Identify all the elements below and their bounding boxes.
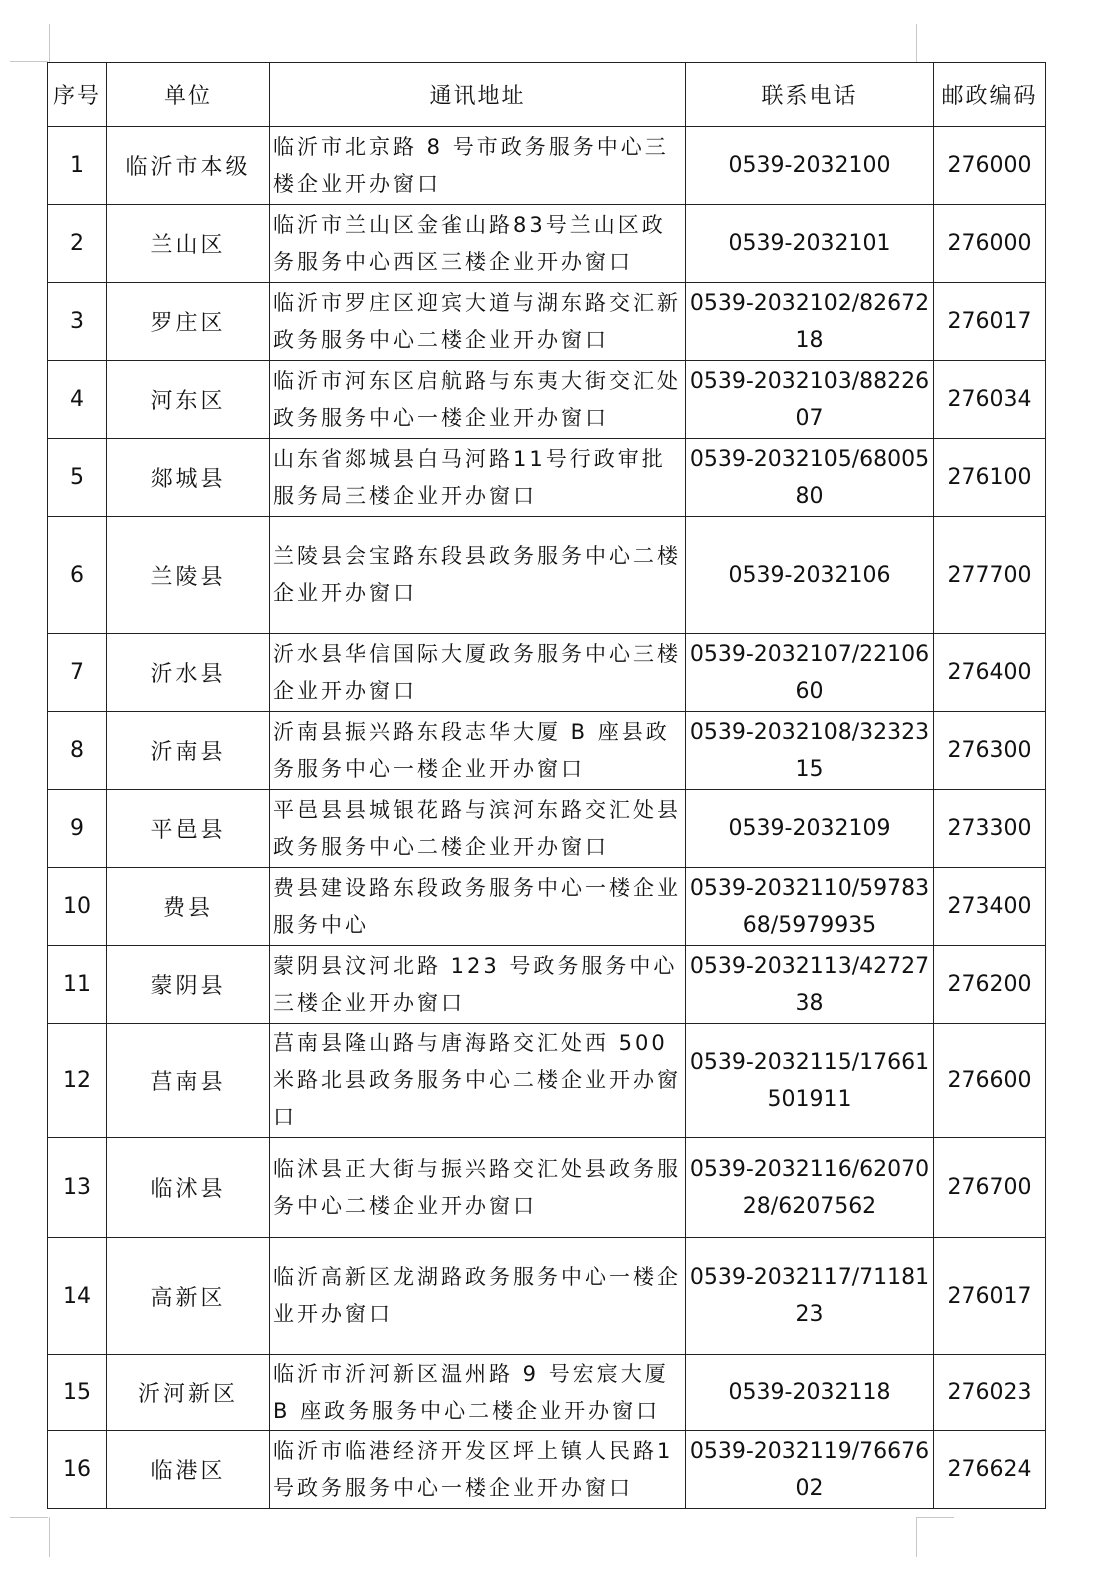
row-phone: 0539-2032105/6800580	[686, 439, 934, 517]
header-phone: 联系电话	[686, 63, 934, 127]
table-row	[48, 790, 1046, 868]
row-unit: 临沂市本级	[107, 127, 270, 205]
row-address: 费县建设路东段政务服务中心一楼企业服务中心	[270, 868, 686, 946]
row-phone: 0539-2032101	[686, 205, 934, 283]
row-unit: 蒙阴县	[107, 946, 270, 1024]
row-no: 9	[48, 790, 107, 868]
row-postcode: 276624	[934, 1431, 1046, 1509]
row-phone: 0539-2032109	[686, 790, 934, 868]
row-postcode: 276034	[934, 361, 1046, 439]
row-postcode: 276200	[934, 946, 1046, 1024]
crop-mark-bottom-left-h	[10, 1517, 48, 1518]
contact-table	[47, 62, 1046, 1509]
table-row	[48, 205, 1046, 283]
row-no: 14	[48, 1238, 107, 1355]
table-row	[48, 1431, 1046, 1509]
table-header-row	[48, 63, 1046, 127]
row-unit: 兰陵县	[107, 517, 270, 634]
row-unit: 高新区	[107, 1238, 270, 1355]
row-phone: 0539-2032117/7118123	[686, 1238, 934, 1355]
row-unit: 河东区	[107, 361, 270, 439]
row-phone: 0539-2032113/4272738	[686, 946, 934, 1024]
row-postcode: 276000	[934, 205, 1046, 283]
table-row	[48, 1138, 1046, 1238]
header-no: 序号	[48, 63, 107, 127]
row-postcode: 276400	[934, 634, 1046, 712]
row-unit: 临港区	[107, 1431, 270, 1509]
row-address: 沂水县华信国际大厦政务服务中心三楼企业开办窗口	[270, 634, 686, 712]
table-row	[48, 283, 1046, 361]
row-address: 临沂市罗庄区迎宾大道与湖东路交汇新政务服务中心二楼企业开办窗口	[270, 283, 686, 361]
row-no: 7	[48, 634, 107, 712]
row-address: 临沂市北京路 8 号市政务服务中心三楼企业开办窗口	[270, 127, 686, 205]
row-no: 13	[48, 1138, 107, 1238]
row-unit: 费县	[107, 868, 270, 946]
row-phone: 0539-2032107/2210660	[686, 634, 934, 712]
row-no: 8	[48, 712, 107, 790]
row-phone: 0539-2032115/17661501911	[686, 1024, 934, 1138]
row-address: 山东省郯城县白马河路11号行政审批服务局三楼企业开办窗口	[270, 439, 686, 517]
table-row	[48, 1024, 1046, 1138]
row-address: 莒南县隆山路与唐海路交汇处西 500米路北县政务服务中心二楼企业开办窗口	[270, 1024, 686, 1138]
row-postcode: 276100	[934, 439, 1046, 517]
row-phone: 0539-2032106	[686, 517, 934, 634]
crop-mark-top-left-h	[10, 61, 48, 62]
row-phone: 0539-2032119/7667602	[686, 1431, 934, 1509]
table-row	[48, 634, 1046, 712]
row-phone: 0539-2032116/6207028/6207562	[686, 1138, 934, 1238]
row-phone: 0539-2032118	[686, 1355, 934, 1431]
row-unit: 沂南县	[107, 712, 270, 790]
row-phone: 0539-2032103/8822607	[686, 361, 934, 439]
row-no: 15	[48, 1355, 107, 1431]
row-unit: 罗庄区	[107, 283, 270, 361]
row-phone: 0539-2032110/5978368/5979935	[686, 868, 934, 946]
row-no: 4	[48, 361, 107, 439]
row-no: 5	[48, 439, 107, 517]
row-unit: 莒南县	[107, 1024, 270, 1138]
table-row	[48, 868, 1046, 946]
row-no: 16	[48, 1431, 107, 1509]
row-address: 临沂市沂河新区温州路 9 号宏宸大厦B 座政务服务中心二楼企业开办窗口	[270, 1355, 686, 1431]
row-address: 临沂高新区龙湖路政务服务中心一楼企业开办窗口	[270, 1238, 686, 1355]
header-address: 通讯地址	[270, 63, 686, 127]
table-row	[48, 361, 1046, 439]
row-no: 12	[48, 1024, 107, 1138]
row-postcode: 277700	[934, 517, 1046, 634]
row-phone: 0539-2032108/3232315	[686, 712, 934, 790]
row-phone: 0539-2032100	[686, 127, 934, 205]
row-postcode: 276023	[934, 1355, 1046, 1431]
crop-mark-bottom-left-v	[49, 1517, 50, 1557]
row-address: 临沭县正大街与振兴路交汇处县政务服务中心二楼企业开办窗口	[270, 1138, 686, 1238]
row-address: 平邑县县城银花路与滨河东路交汇处县政务服务中心二楼企业开办窗口	[270, 790, 686, 868]
row-phone: 0539-2032102/8267218	[686, 283, 934, 361]
row-postcode: 276300	[934, 712, 1046, 790]
row-postcode: 276000	[934, 127, 1046, 205]
crop-mark-top-right-v	[916, 24, 917, 62]
row-no: 6	[48, 517, 107, 634]
table-row	[48, 1355, 1046, 1431]
table-row	[48, 1238, 1046, 1355]
row-postcode: 276017	[934, 283, 1046, 361]
row-address: 沂南县振兴路东段志华大厦 B 座县政务服务中心一楼企业开办窗口	[270, 712, 686, 790]
header-unit: 单位	[107, 63, 270, 127]
header-postcode: 邮政编码	[934, 63, 1046, 127]
row-no: 3	[48, 283, 107, 361]
row-address: 临沂市兰山区金雀山路83号兰山区政务服务中心西区三楼企业开办窗口	[270, 205, 686, 283]
table-row	[48, 127, 1046, 205]
row-address: 蒙阴县汶河北路 123 号政务服务中心三楼企业开办窗口	[270, 946, 686, 1024]
row-unit: 沂河新区	[107, 1355, 270, 1431]
row-unit: 沂水县	[107, 634, 270, 712]
row-address: 兰陵县会宝路东段县政务服务中心二楼企业开办窗口	[270, 517, 686, 634]
table-row	[48, 946, 1046, 1024]
row-postcode: 273300	[934, 790, 1046, 868]
row-address: 临沂市临港经济开发区坪上镇人民路1 号政务服务中心一楼企业开办窗口	[270, 1431, 686, 1509]
row-unit: 兰山区	[107, 205, 270, 283]
table-row	[48, 517, 1046, 634]
row-unit: 临沭县	[107, 1138, 270, 1238]
row-no: 11	[48, 946, 107, 1024]
row-postcode: 276700	[934, 1138, 1046, 1238]
row-no: 1	[48, 127, 107, 205]
row-unit: 郯城县	[107, 439, 270, 517]
row-no: 2	[48, 205, 107, 283]
crop-mark-bottom-right-v	[916, 1517, 917, 1557]
crop-mark-top-left-v	[49, 24, 50, 62]
row-no: 10	[48, 868, 107, 946]
row-unit: 平邑县	[107, 790, 270, 868]
row-postcode: 276017	[934, 1238, 1046, 1355]
row-postcode: 273400	[934, 868, 1046, 946]
row-postcode: 276600	[934, 1024, 1046, 1138]
table-row	[48, 712, 1046, 790]
row-address: 临沂市河东区启航路与东夷大街交汇处政务服务中心一楼企业开办窗口	[270, 361, 686, 439]
crop-mark-bottom-right-h	[916, 1517, 954, 1518]
table-row	[48, 439, 1046, 517]
